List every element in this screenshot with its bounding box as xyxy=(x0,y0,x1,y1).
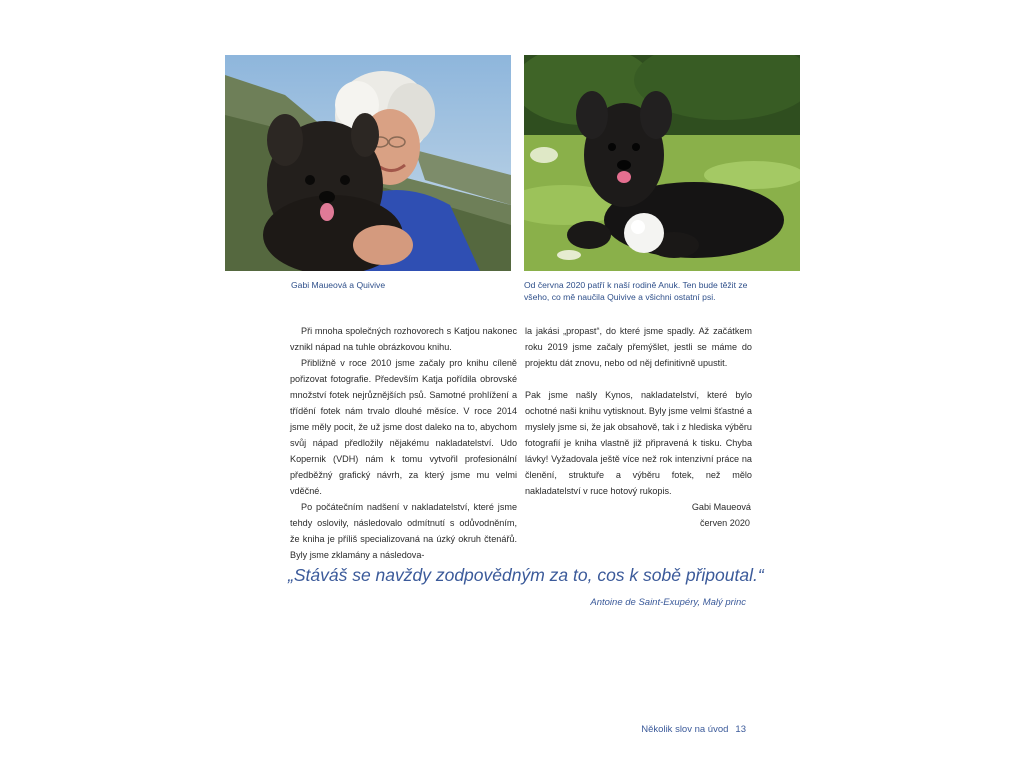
signature-name: Gabi Maueová xyxy=(691,502,751,512)
photo-caption-right: Od června 2020 patří k naší rodině Anuk. Ten bude těžit ze všeho, co mě naučila Quivive a všichni ostatní psi. xyxy=(524,280,748,302)
page-footer xyxy=(560,724,746,735)
text-column-left xyxy=(290,323,517,563)
photo-puppy-with-ball xyxy=(524,55,800,271)
footer-section-title: Několik slov na úvod xyxy=(641,724,729,735)
paragraph: la jakási „propast“, do které jsme spadly. Až začátkem roku 2019 jsme začaly přemýšlet, jestli se máme do projektu dát znovu, nebo od něj definitivně upustit. xyxy=(525,326,752,368)
signature-date: červen 2020 xyxy=(699,518,750,528)
quote-text: „Stáváš se navždy zodpovědným za to, cos k sobě připoutal.“ xyxy=(288,565,764,585)
quote-author: Antoine de Saint-Exupéry, Malý princ xyxy=(590,597,746,608)
paragraph: Po počátečním nadšení v nakladatelství, které jsme tehdy oslovily, následovalo odmítnutí s odůvodněním, že kniha je příliš specializovaná na úzký okruh čtenářů. Byly jsme zklamány a následova- xyxy=(290,502,517,560)
photo-woman-with-dog xyxy=(225,55,511,271)
page-number: 13 xyxy=(735,724,746,735)
paragraph: Pak jsme našly Kynos, nakladatelství, které bylo ochotné naši knihu vytisknout. Byly jsme velmi šťastné a myslely jsme si, že jak obsahově, tak i z hlediska výběru fotografií je kniha vlastně již připravená k tisku. Chyba lávky! Vyžadovala ještě více než rok intenzivní práce na členění, struktuře a výběru fotek, než mělo nakladatelství v ruce hotový rukopis. xyxy=(525,390,752,496)
photo-caption-left: Gabi Maueová a Quivive xyxy=(291,280,386,290)
signature xyxy=(525,499,752,531)
text-column-right xyxy=(525,323,752,531)
paragraph: Přibližně v roce 2010 jsme začaly pro knihu cíleně pořizovat fotografie. Především Katja pořídila obrovské množství fotek nejrůznějších psů. Samotné prohlížení a třídění fotek nám trvalo dlouhé měsíce. V roce 2014 jsme měly pocit, že už jsme dost daleko na to, abychom svůj nápad předložily nějakému nakladatelství. Udo Kopernik (VDH) nám k tomu vytvořil profesionální předběžný grafický návrh, za který jsme mu velmi vděčné. xyxy=(290,358,517,496)
paragraph: Při mnoha společných rozhovorech s Katjou nakonec vznikl nápad na tuhle obrázkovou knihu. xyxy=(290,326,517,352)
